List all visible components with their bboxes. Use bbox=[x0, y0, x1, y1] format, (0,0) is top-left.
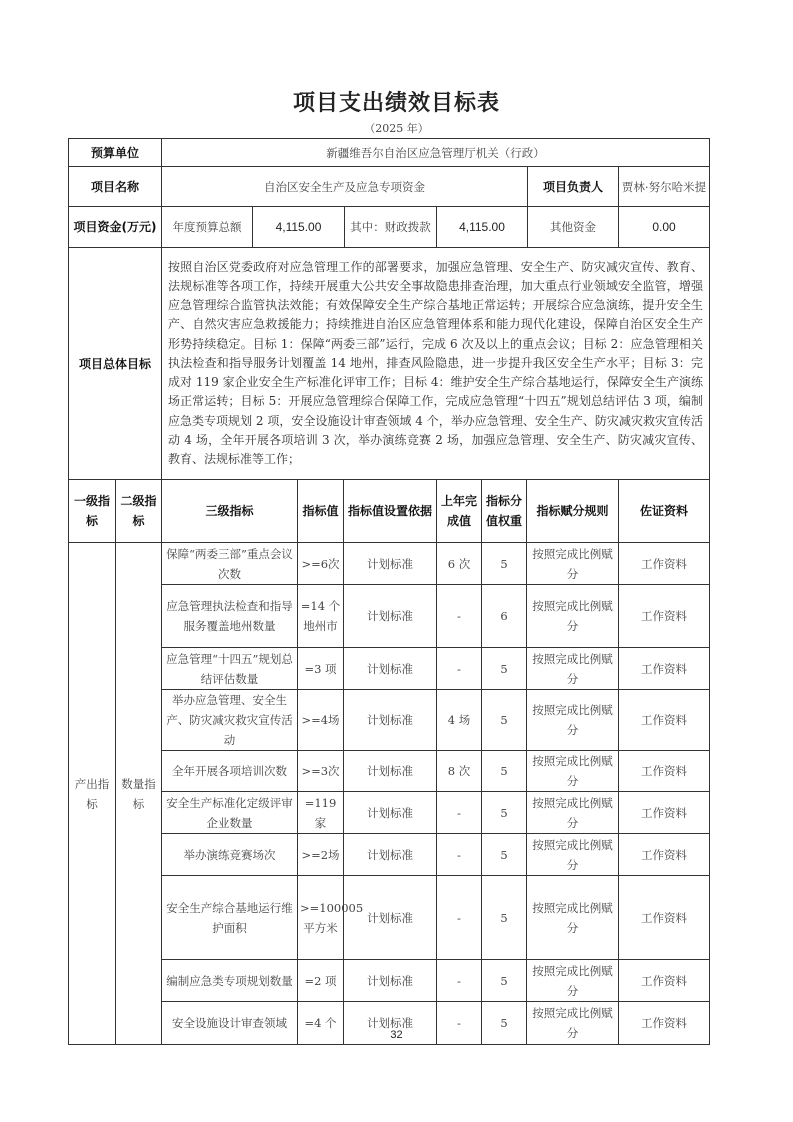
other-funds-label: 其他资金 bbox=[528, 207, 619, 248]
basis-cell: 计划标准 bbox=[344, 690, 437, 751]
basis-cell: 计划标准 bbox=[344, 960, 437, 1002]
value-cell: =14 个地州市 bbox=[298, 585, 344, 648]
rule-cell: 按照完成比例赋分 bbox=[527, 751, 619, 792]
page-title: 项目支出绩效目标表 bbox=[292, 91, 500, 116]
project-lead-value: 贾林·努尔哈米提 bbox=[619, 167, 710, 207]
evidence-cell: 工作资料 bbox=[619, 1002, 710, 1045]
evidence-cell: 工作资料 bbox=[619, 585, 710, 648]
name-cell: 应急管理“十四五”规划总结评估数量 bbox=[162, 648, 298, 690]
weight-cell: 5 bbox=[482, 648, 527, 690]
last-year-cell: - bbox=[437, 585, 482, 648]
basis-cell: 计划标准 bbox=[344, 543, 437, 585]
project-lead-label: 项目负责人 bbox=[528, 167, 619, 207]
value-cell: =119家 bbox=[298, 792, 344, 834]
rule-cell: 按照完成比例赋分 bbox=[527, 543, 619, 585]
annual-total-value: 4,115.00 bbox=[253, 207, 345, 248]
table-row bbox=[69, 690, 710, 751]
table-row bbox=[69, 648, 710, 690]
evidence-cell: 工作资料 bbox=[619, 960, 710, 1002]
funds-label: 项目资金(万元) bbox=[69, 207, 162, 248]
evidence-cell: 工作资料 bbox=[619, 543, 710, 585]
last-year-cell: - bbox=[437, 960, 482, 1002]
basis-cell: 计划标准 bbox=[344, 585, 437, 648]
basis-cell: 计划标准 bbox=[344, 751, 437, 792]
table-row bbox=[69, 543, 710, 585]
weight-cell: 5 bbox=[482, 543, 527, 585]
header-cell: 一级指标 bbox=[69, 480, 116, 543]
name-cell: 举办应急管理、安全生产、防灾减灾救灾宣传活动 bbox=[162, 690, 298, 751]
basis-cell: 计划标准 bbox=[344, 834, 437, 876]
table-row bbox=[69, 792, 710, 834]
name-cell: 举办演练竞赛场次 bbox=[162, 834, 298, 876]
objective-label: 项目总体目标 bbox=[69, 248, 162, 480]
table-row bbox=[69, 585, 710, 648]
value-cell: >=4场 bbox=[298, 690, 344, 751]
fiscal-value: 4,115.00 bbox=[437, 207, 528, 248]
name-cell: 编制应急类专项规划数量 bbox=[162, 960, 298, 1002]
evidence-cell: 工作资料 bbox=[619, 834, 710, 876]
weight-cell: 5 bbox=[482, 751, 527, 792]
project-name-label: 项目名称 bbox=[69, 167, 162, 207]
evidence-cell: 工作资料 bbox=[619, 792, 710, 834]
header-row bbox=[69, 480, 710, 543]
weight-cell: 5 bbox=[482, 1002, 527, 1045]
value-cell: =2 项 bbox=[298, 960, 344, 1002]
rule-cell: 按照完成比例赋分 bbox=[527, 648, 619, 690]
rule-cell: 按照完成比例赋分 bbox=[527, 876, 619, 960]
name-cell: 安全生产标准化定级评审企业数量 bbox=[162, 792, 298, 834]
header-cell: 上年完成值 bbox=[437, 480, 482, 543]
header-cell: 三级指标 bbox=[162, 480, 298, 543]
weight-cell: 5 bbox=[482, 690, 527, 751]
name-cell: 全年开展各项培训次数 bbox=[162, 751, 298, 792]
weight-cell: 5 bbox=[482, 834, 527, 876]
weight-cell: 5 bbox=[482, 960, 527, 1002]
last-year-cell: - bbox=[437, 834, 482, 876]
weight-cell: 5 bbox=[482, 876, 527, 960]
name-cell: 应急管理执法检查和指导服务覆盖地州数量 bbox=[162, 585, 298, 648]
header-cell: 指标值设置依据 bbox=[344, 480, 437, 543]
evidence-cell: 工作资料 bbox=[619, 751, 710, 792]
last-year-cell: 4 场 bbox=[437, 690, 482, 751]
value-cell: >=2场 bbox=[298, 834, 344, 876]
last-year-cell: 6 次 bbox=[437, 543, 482, 585]
rule-cell: 按照完成比例赋分 bbox=[527, 792, 619, 834]
budget-unit-value: 新疆维吾尔自治区应急管理厅机关（行政） bbox=[162, 139, 710, 167]
table-row bbox=[69, 960, 710, 1002]
last-year-cell: - bbox=[437, 648, 482, 690]
basis-cell: 计划标准 bbox=[344, 876, 437, 960]
rule-cell: 按照完成比例赋分 bbox=[527, 690, 619, 751]
level2-cell: 数量指标 bbox=[116, 543, 162, 1045]
evidence-cell: 工作资料 bbox=[619, 648, 710, 690]
rule-cell: 按照完成比例赋分 bbox=[527, 960, 619, 1002]
page-number: 32 bbox=[390, 1029, 403, 1041]
level1-cell: 产出指标 bbox=[69, 543, 116, 1045]
header-cell: 二级指标 bbox=[116, 480, 162, 543]
name-cell: 保障“两委三部”重点会议次数 bbox=[162, 543, 298, 585]
name-cell: 安全设施设计审查领域 bbox=[162, 1002, 298, 1045]
value-cell: =3 项 bbox=[298, 648, 344, 690]
last-year-cell: 8 次 bbox=[437, 751, 482, 792]
fiscal-label: 其中：财政拨款 bbox=[345, 207, 437, 248]
budget-unit-label: 预算单位 bbox=[69, 139, 162, 167]
annual-total-label: 年度预算总额 bbox=[162, 207, 253, 248]
project-name-value: 自治区安全生产及应急专项资金 bbox=[162, 167, 528, 207]
project-info-table bbox=[68, 138, 710, 480]
evidence-cell: 工作资料 bbox=[619, 690, 710, 751]
other-funds-value: 0.00 bbox=[619, 207, 710, 248]
name-cell: 安全生产综合基地运行维护面积 bbox=[162, 876, 298, 960]
header-cell: 指标分值权重 bbox=[482, 480, 527, 543]
indicators-table bbox=[68, 479, 710, 1045]
header-cell: 指标值 bbox=[298, 480, 344, 543]
year-subtitle: （2025 年） bbox=[364, 122, 429, 135]
weight-cell: 5 bbox=[482, 792, 527, 834]
last-year-cell: - bbox=[437, 792, 482, 834]
weight-cell: 6 bbox=[482, 585, 527, 648]
evidence-cell: 工作资料 bbox=[619, 876, 710, 960]
header-cell: 指标赋分规则 bbox=[527, 480, 619, 543]
value-cell: >=3次 bbox=[298, 751, 344, 792]
table-row bbox=[69, 834, 710, 876]
table-row bbox=[69, 751, 710, 792]
value-cell: >=6次 bbox=[298, 543, 344, 585]
table-row bbox=[69, 876, 710, 960]
last-year-cell: - bbox=[437, 876, 482, 960]
basis-cell: 计划标准 bbox=[344, 792, 437, 834]
value-cell: =4 个 bbox=[298, 1002, 344, 1045]
rule-cell: 按照完成比例赋分 bbox=[527, 1002, 619, 1045]
objective-text: 按照自治区党委政府对应急管理工作的部署要求，加强应急管理、安全生产、防灾减灾宣传、教育、法规标准等各项工作，持续开展重大公共安全事故隐患排查治理，加大重点行业领域安全监管，增强应急管理综合监管执法效能；有效保障安全生产综合基地正常运转；开展综合应急演练，提升安全生产、自然灾害应急救援能力；持续推进自治区应急管理体系和能力现代化建设，保障自治区安全生产形势持续稳定。目标 1：保障“两委三部”运行，完成 6 次及以上的重点会议；目标 2：应急管理相关执法检查和指导服务计划覆盖 14 地州，排查风险隐患，进一步提升我区安全生产水平；目标 3：完成对 119 家企业安全生产标准化评审工作；目标 4：维护安全生产综合基地运行，保障安全生产演练场正常运转；目标 5：开展应急管理综合保障工作，完成应急管理“十四五”规划总结评估 3 项，编制应急类专项规划 2 项，安全设施设计审查领域 4 个，举办应急管理、安全生产、防灾减灾救灾宣传活动 4 场，全年开展各项培训 3 次，举办演练竞赛 2 场，加强应急管理、安全生产、防灾减灾宣传、教育、法规标准等工作； bbox=[162, 248, 710, 480]
rule-cell: 按照完成比例赋分 bbox=[527, 834, 619, 876]
rule-cell: 按照完成比例赋分 bbox=[527, 585, 619, 648]
header-cell: 佐证资料 bbox=[619, 480, 710, 543]
basis-cell: 计划标准 bbox=[344, 648, 437, 690]
value-cell: >=100005平方米 bbox=[298, 876, 344, 960]
last-year-cell: - bbox=[437, 1002, 482, 1045]
basis-cell: 计划标准 bbox=[344, 1002, 437, 1045]
